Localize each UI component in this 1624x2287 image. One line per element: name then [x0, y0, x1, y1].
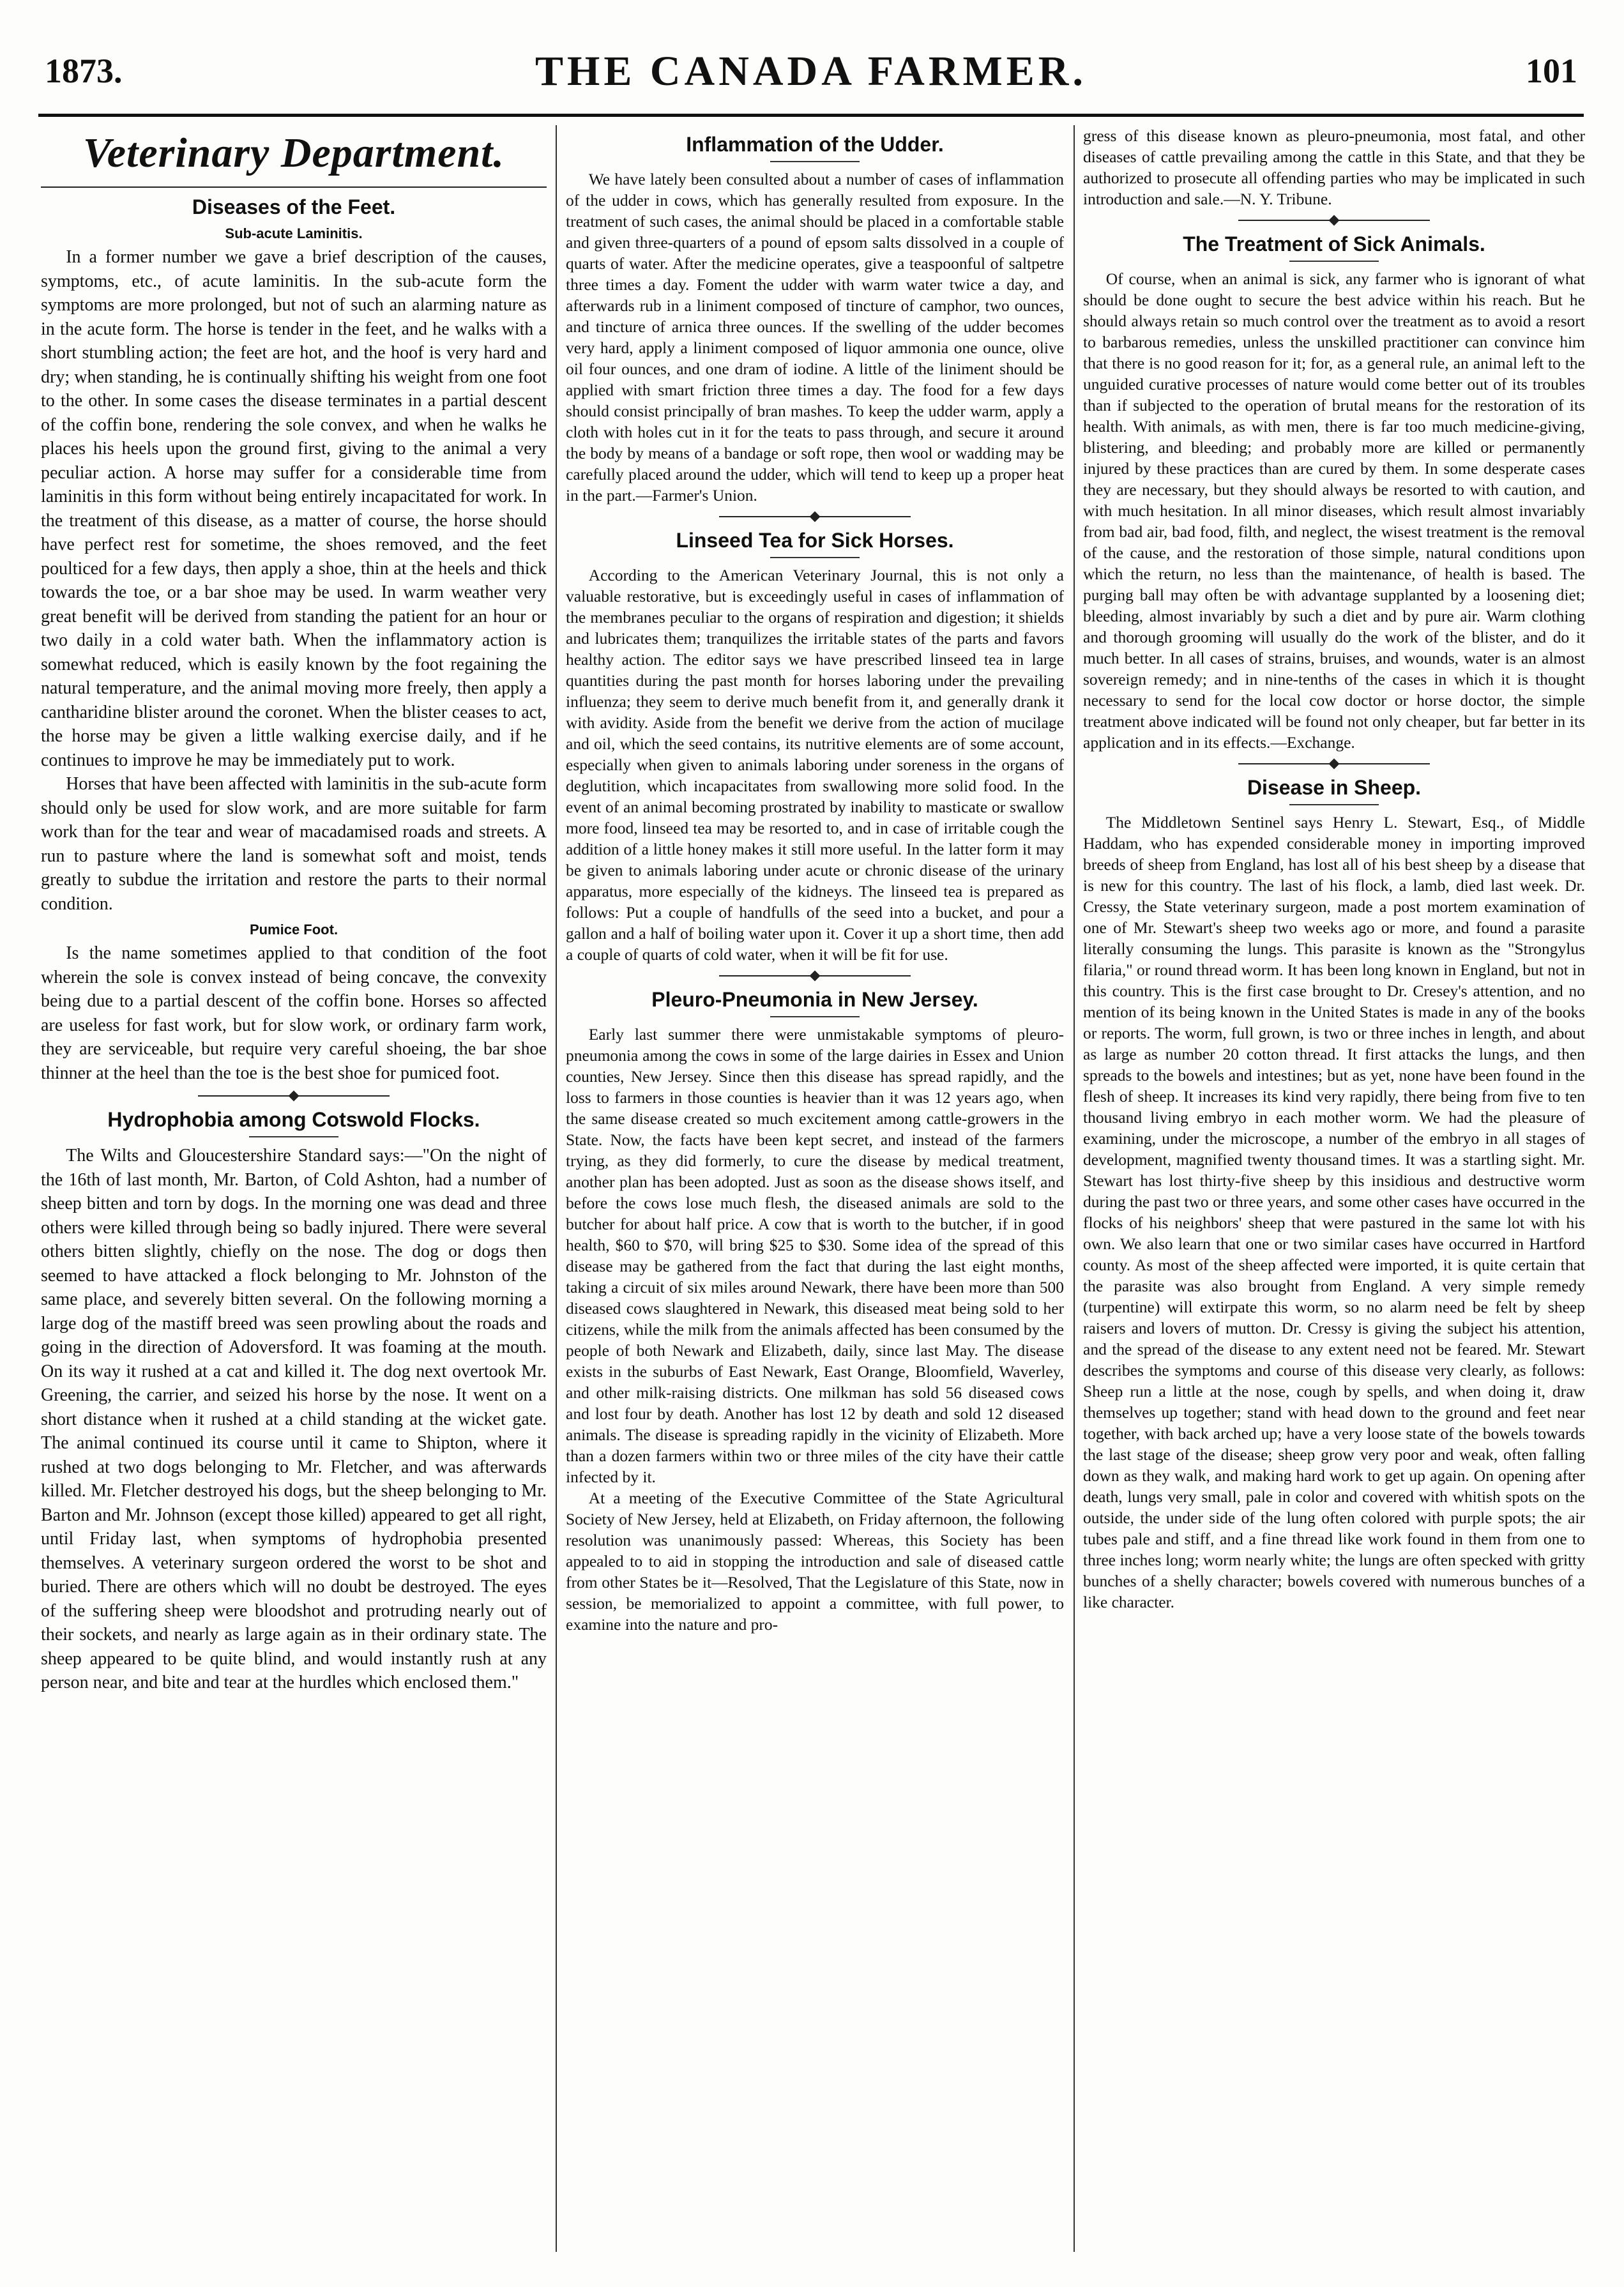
department-heading: Veterinary Department.: [83, 130, 505, 176]
article-paragraph: The Wilts and Gloucestershire Standard says:—"On the night of the 16th of last month, Mr. Barton, of Cold Ashton, had a number of sheep bitten and torn by dogs. In the morning one was dead and three others were killed through being so badly injured. There were several others bitten slightly, chiefly on the nose. The dog or dogs then seemed to have attacked a flock belonging to Mr. Johnston of the same place, and severely bitten several. On the following morning a large dog of the mastiff breed was seen prowling about the roads and going in the direction of Adoversford. It was foaming at the mouth. On its way it rushed at a cat and killed it. The dog next overtook Mr. Greening, the carrier, and seized his horse by the nose. It went on a short distance when it rushed at a child standing at the wicket gate. The animal continued its course until it came to Shipton, where it rushed at two dogs belonging to Mr. Fletcher, and was afterwards killed. Mr. Fletcher destroyed his dogs, but the sheep belonging to Mr. Barton and Mr. Johnson (except those killed) appeared to get all right, until Friday last, when symptoms of hydrophobia presented themselves. A veterinary surgeon ordered the worst to be shot and buried. There are others which will no doubt be destroyed. The eyes of the suffering sheep were bloodshot and protruding nearly out of their sockets, and nearly as large again as in their ordinary state. The sheep appeared to be quite blind, and would instantly rush at any person near, and bite and tear at the hurdles which enclosed them.": [41, 1146, 547, 1692]
issue-year: 1873.: [45, 52, 123, 90]
article-title-hydrophobia: Hydrophobia among Cotswold Flocks.: [107, 1108, 480, 1131]
article-paragraph: We have lately been consulted about a number of cases of inflammation of the udder in cows, which has generally resulted from exposure. In the treatment of such cases, the animal should be placed in a comfortable stable and given three-quarters of a pound of epsom salts dissolved in a couple of quarts of water. After the medicine operates, give a teaspoonful of saltpetre three times a day. Foment the udder with warm water twice a day, and afterwards rub in a liniment composed of tincture of camphor, two ounces, and tincture of arnica three ounces. If the swelling of the udder becomes very hard, apply a liniment composed of liquor ammonia one ounce, olive oil four ounces, and one dram of iodine. A little of the liniment should be applied with smart friction three times a day. The food for a few days should consist principally of bran mashes. To keep the udder warm, apply a cloth with holes cut in it for the teats to pass through, and secure it around the body by means of a bandage or soft rope, then wool or wadding may be carefully placed around the udder, which will tend to keep up a proper heat in the part.—Farmer's Union.: [566, 170, 1064, 505]
article-title-linseed-tea: Linseed Tea for Sick Horses.: [676, 529, 954, 552]
article-paragraph: The Middletown Sentinel says Henry L. Stewart, Esq., of Middle Haddam, who has expended considerable money in importing improved breeds of sheep from England, has lost all of his best sheep by a disease that is new for this country. The last of his flock, a lamb, died last week. Dr. Cressy, the State veterinary surgeon, made a post mortem examination of one of Mr. Stewart's sheep two weeks ago or more, and found a parasite literally consuming the lungs. This parasite is known as the "Strongylus filaria," or round thread worm. It has been long known in England, but not in this country. This is the first case brought to Dr. Cresey's attention, and no mention of its being known in the United States is made in any of the books or reports. The worm, full grown, is two or three inches in length, and about as large as number 20 cotton thread. It first attacks the lungs, and then spreads to the bowels and intestines; but as yet, none have been found in the flesh of sheep. It increases its kind very rapidly, there being from five to ten thousand living embryo in each mother worm. We had the pleasure of examining, under the microscope, a number of the embryo in all stages of development, magnified twenty thousand times. It was a startling sight. Mr. Stewart has lost thirty-five sheep by this insidious and destructive worm during the past two or three years, and some other cases have occurred in the flocks of his neighbors' sheep that were pastured in the same lot with his own. We also learn that one or two similar cases have occurred in Hartford county. As most of the sheep affected were imported, it is quite certain that the parasite was also brought from England. A very simple remedy (turpentine) will extirpate this worm, so no alarm need be felt by sheep raisers and lovers of mutton. Dr. Cressy is giving the subject his attention, and the spread of the disease to any extent need not be feared. Mr. Stewart describes the symptoms and course of this disease very clearly, as follows: Sheep run a little at the nose, cough by spells, and when doing it, draw themselves up together; stand with head down to the ground and feet near together, with back arched up; have a very loose state of the bowels towards the last stage of the disease; sheep grow very poor and weak, often falling down as they walk, and making hard work to get up again. On opening after death, lungs very small, pale in color and covered with whitish spots on the outside, the under side of the lung often colored with purple spots; the air tubes pale and stiff, and a fine thread like work found in them from one to three inches long; worm nearly white; the lungs are often specked with gritty bunches of a shelly character; bowels covered with numerous bunches of a like character.: [1083, 813, 1585, 1611]
article-paragraph: In a former number we gave a brief description of the causes, symptoms, etc., of acute laminitis. In the sub-acute form the symptoms are more prolonged, but not of such an alarming nature as in the acute form. The horse is tender in the feet, and he walks with a short stumbling action; the feet are hot, and the hoof is very hard and dry; when standing, he is continually shifting his weight from one foot to the other. In some cases the disease terminates in a partial descent of the coffin bone, rendering the sole convex, and when he walks he places his heels upon the ground first, giving to the animal a very peculiar action. A horse may suffer for a considerable time from laminitis in this form without being entirely incapacitated for work. In the treatment of this disease, as a matter of course, the horse should have perfect rest for sometime, the shoes removed, and the feet poulticed for a few days, then apply a shoe, thin at the heels and thick towards the toe, or a bar shoe may be used. In warm weather very great benefit will be derived from standing the patient for an hour or two daily in a cold water bath. When the inflammatory action is somewhat reduced, which is easily known by the foot regaining the natural temperature, and the animal moving more freely, then apply a cantharidine blister around the coronet. When the blister ceases to act, the horse may be given a little walking exercise daily, and if he continues to improve he may be immediately put to work.: [41, 247, 547, 770]
column-middle: [566, 125, 1064, 2271]
article-title-diseases-of-the-feet: Diseases of the Feet.: [192, 195, 396, 218]
column-divider: [1074, 125, 1075, 2252]
masthead-rule: [38, 114, 1584, 117]
title-rule: [770, 557, 860, 558]
subheading-pumice-foot: Pumice Foot.: [249, 922, 338, 938]
title-rule: [1289, 261, 1379, 262]
article-separator: [41, 1091, 547, 1100]
article-title-inflammation-of-udder: Inflammation of the Udder.: [686, 133, 944, 156]
article-paragraph: According to the American Veterinary Journal, this is not only a valuable restorative, but is exceedingly useful in cases of inflammation of the membranes peculiar to the organs of respiration and digestion; it shields and lubricates them; tranquilizes the irritable states of the parts and favors healthy action. The editor says we have prescribed linseed tea in large quantities during the past month for horses laboring under the prevailing influenza; they seem to derive much benefit from it, and generally drank it with avidity. Aside from the benefit we derive from the action of mucilage and oil, which the seed contains, its nutritive elements are of some account, especially when given to animals laboring under soreness in the organs of deglutition, which incapacitates from swallowing more solid food. In the event of an animal becoming prostrated by inability to masticate or swallow more food, linseed tea may be resorted to, and in case of irritable cough the addition of a little honey makes it still more useful. In the latter form it may be given to animals laboring under acute or chronic disease of the urinary apparatus, more especially of the kidneys. The linseed tea is prepared as follows: Put a couple of handfulls of the seed into a bucket, and pour a gallon and a half of boiling water upon it. Cover it up a short time, then add a couple of quarts of cold water, when it will be fit for use.: [566, 566, 1064, 964]
article-paragraph: Early last summer there were unmistakable symptoms of pleuro-pneumonia among the cows in some of the large dairies in Essex and Union counties, New Jersey. Since then this disease has spread rapidly, and the loss to farmers in those counties is heavier than it was 12 years ago, when the same disease created so much excitement among cattle-growers in the State. Now, the facts have been kept secret, and instead of the farmers trying, as they did formerly, to cure the disease by medical treatment, another plan has been adopted. Just as soon as the disease shows itself, and before the cows lose much flesh, the diseased animals are sold to the butcher for about half price. A cow that is worth to the butcher, if in good health, $60 to $70, will bring $25 to $30. Some idea of the spread of this disease may be gathered from the fact that during the last eight months, taking a circuit of six miles around Newark, there have been more than 500 diseased cows slaughtered in Newark, this diseased meat being sold to her citizens, while the milk from the animals affected has been consumed by the people of both Newark and Elizabeth, daily, since last May. The disease exists in the suburbs of East Newark, East Orange, Bloomfield, Waverley, and other milk-raising districts. One milkman has sold 56 diseased cows and lost four by death. Another has lost 12 by death and sold 12 diseased animals. The disease is spreading rapidly in the vicinity of Elizabeth. More than a dozen farmers within two or three miles of the city have their cattle infected by it.: [566, 1025, 1064, 1486]
article-continuation: gress of this disease known as pleuro-pneumonia, most fatal, and other diseases of cattle prevailing among the cattle in this State, and that they be authorized to prosecute all offending parties who may be implicated in such introduction and sale.—N. Y. Tribune.: [1083, 126, 1585, 208]
title-rule: [770, 161, 860, 162]
column-left: [41, 125, 547, 2271]
article-paragraph: Of course, when an animal is sick, any farmer who is ignorant of what should be done ought to secure the best advice within his reach. But he should always retain so much control over the treatment as to avoid a resort to barbarous remedies, unless the unskilled practitioner can convince him that there is no good reason for it; for, as a general rule, an animal left to the unguided curative processes of nature would come better out of its troubles than if subjected to the operation of brutal means for the restoration of its health. With animals, as with men, there is far too much medicine-giving, blistering, and bleeding; and probably more are killed or permanently injured by these practices than are cured by them. In some desperate cases they are necessary, but they should always be resorted to with caution, and with much hesitation. In all minor diseases, which result almost invariably from bad air, bad food, filth, and neglect, the wisest treatment is the removal of the cause, and the restoration of those simple, natural conditions upon which the return, no less than the maintenance, of health is based. The purging ball may often be with advantage supplanted by a loosening diet; bleeding, almost invariably by such a diet and by pure air. Warm clothing and thorough grooming will usually do the work of the blister, and do it much better. In all cases of strains, bruises, and wounds, water is an almost sovereign remedy; and in nine-tenths of the cases in which it is thought necessary to send for the local cow doctor or horse doctor, the simple treatment above indicated will be found not only cheaper, but far better in its application and in its effects.—Exchange.: [1083, 270, 1585, 752]
article-title-pleuro-pneumonia: Pleuro-Pneumonia in New Jersey.: [651, 988, 978, 1011]
newspaper-title: THE CANADA FARMER.: [535, 48, 1087, 95]
title-rule: [1289, 804, 1379, 805]
title-rule: [770, 1016, 860, 1017]
section-rule: [41, 186, 547, 188]
article-separator: [1083, 759, 1585, 768]
article-separator: [1083, 216, 1585, 225]
article-title-treatment-of-sick-animals: The Treatment of Sick Animals.: [1183, 232, 1485, 255]
article-paragraph: Horses that have been affected with laminitis in the sub-acute form should only be used for slow work, and are more suitable for farm work than for the tear and wear of macadamised roads and streets. A run to pasture where the land is somewhat soft and moist, tends greatly to subdue the irritation and restore the parts to their normal condition.: [41, 774, 547, 914]
article-paragraph: Is the name sometimes applied to that condition of the foot wherein the sole is convex instead of being concave, the convexity being due to a partial descent of the coffin bone. Horses so affected are useless for fast work, but for slow work, or ordinary farm work, they are serviceable, but require very careful shoeing, the bar shoe thinner at the heel than the toe is the best shoe for pumiced foot.: [41, 943, 547, 1083]
title-rule: [249, 1136, 338, 1137]
column-right: [1083, 125, 1585, 2271]
article-title-disease-in-sheep: Disease in Sheep.: [1247, 776, 1422, 799]
article-separator: [566, 971, 1064, 980]
masthead: [45, 45, 1577, 109]
subheading-sub-acute-laminitis: Sub-acute Laminitis.: [225, 225, 363, 241]
page-number: 101: [1526, 52, 1577, 90]
article-separator: [566, 512, 1064, 521]
column-divider: [556, 125, 557, 2252]
article-paragraph: At a meeting of the Executive Committee of the State Agricultural Society of New Jersey, held at Elizabeth, on Friday afternoon, the following resolution was unanimously passed: Whereas, this Society has been appealed to to aid in stopping the introduction and sale of diseased cattle from other States be it—Resolved, That the Legislature of this State, now in session, be memorialized to appoint a committee, with full power, to examine into the nature and pro-: [566, 1489, 1064, 1634]
